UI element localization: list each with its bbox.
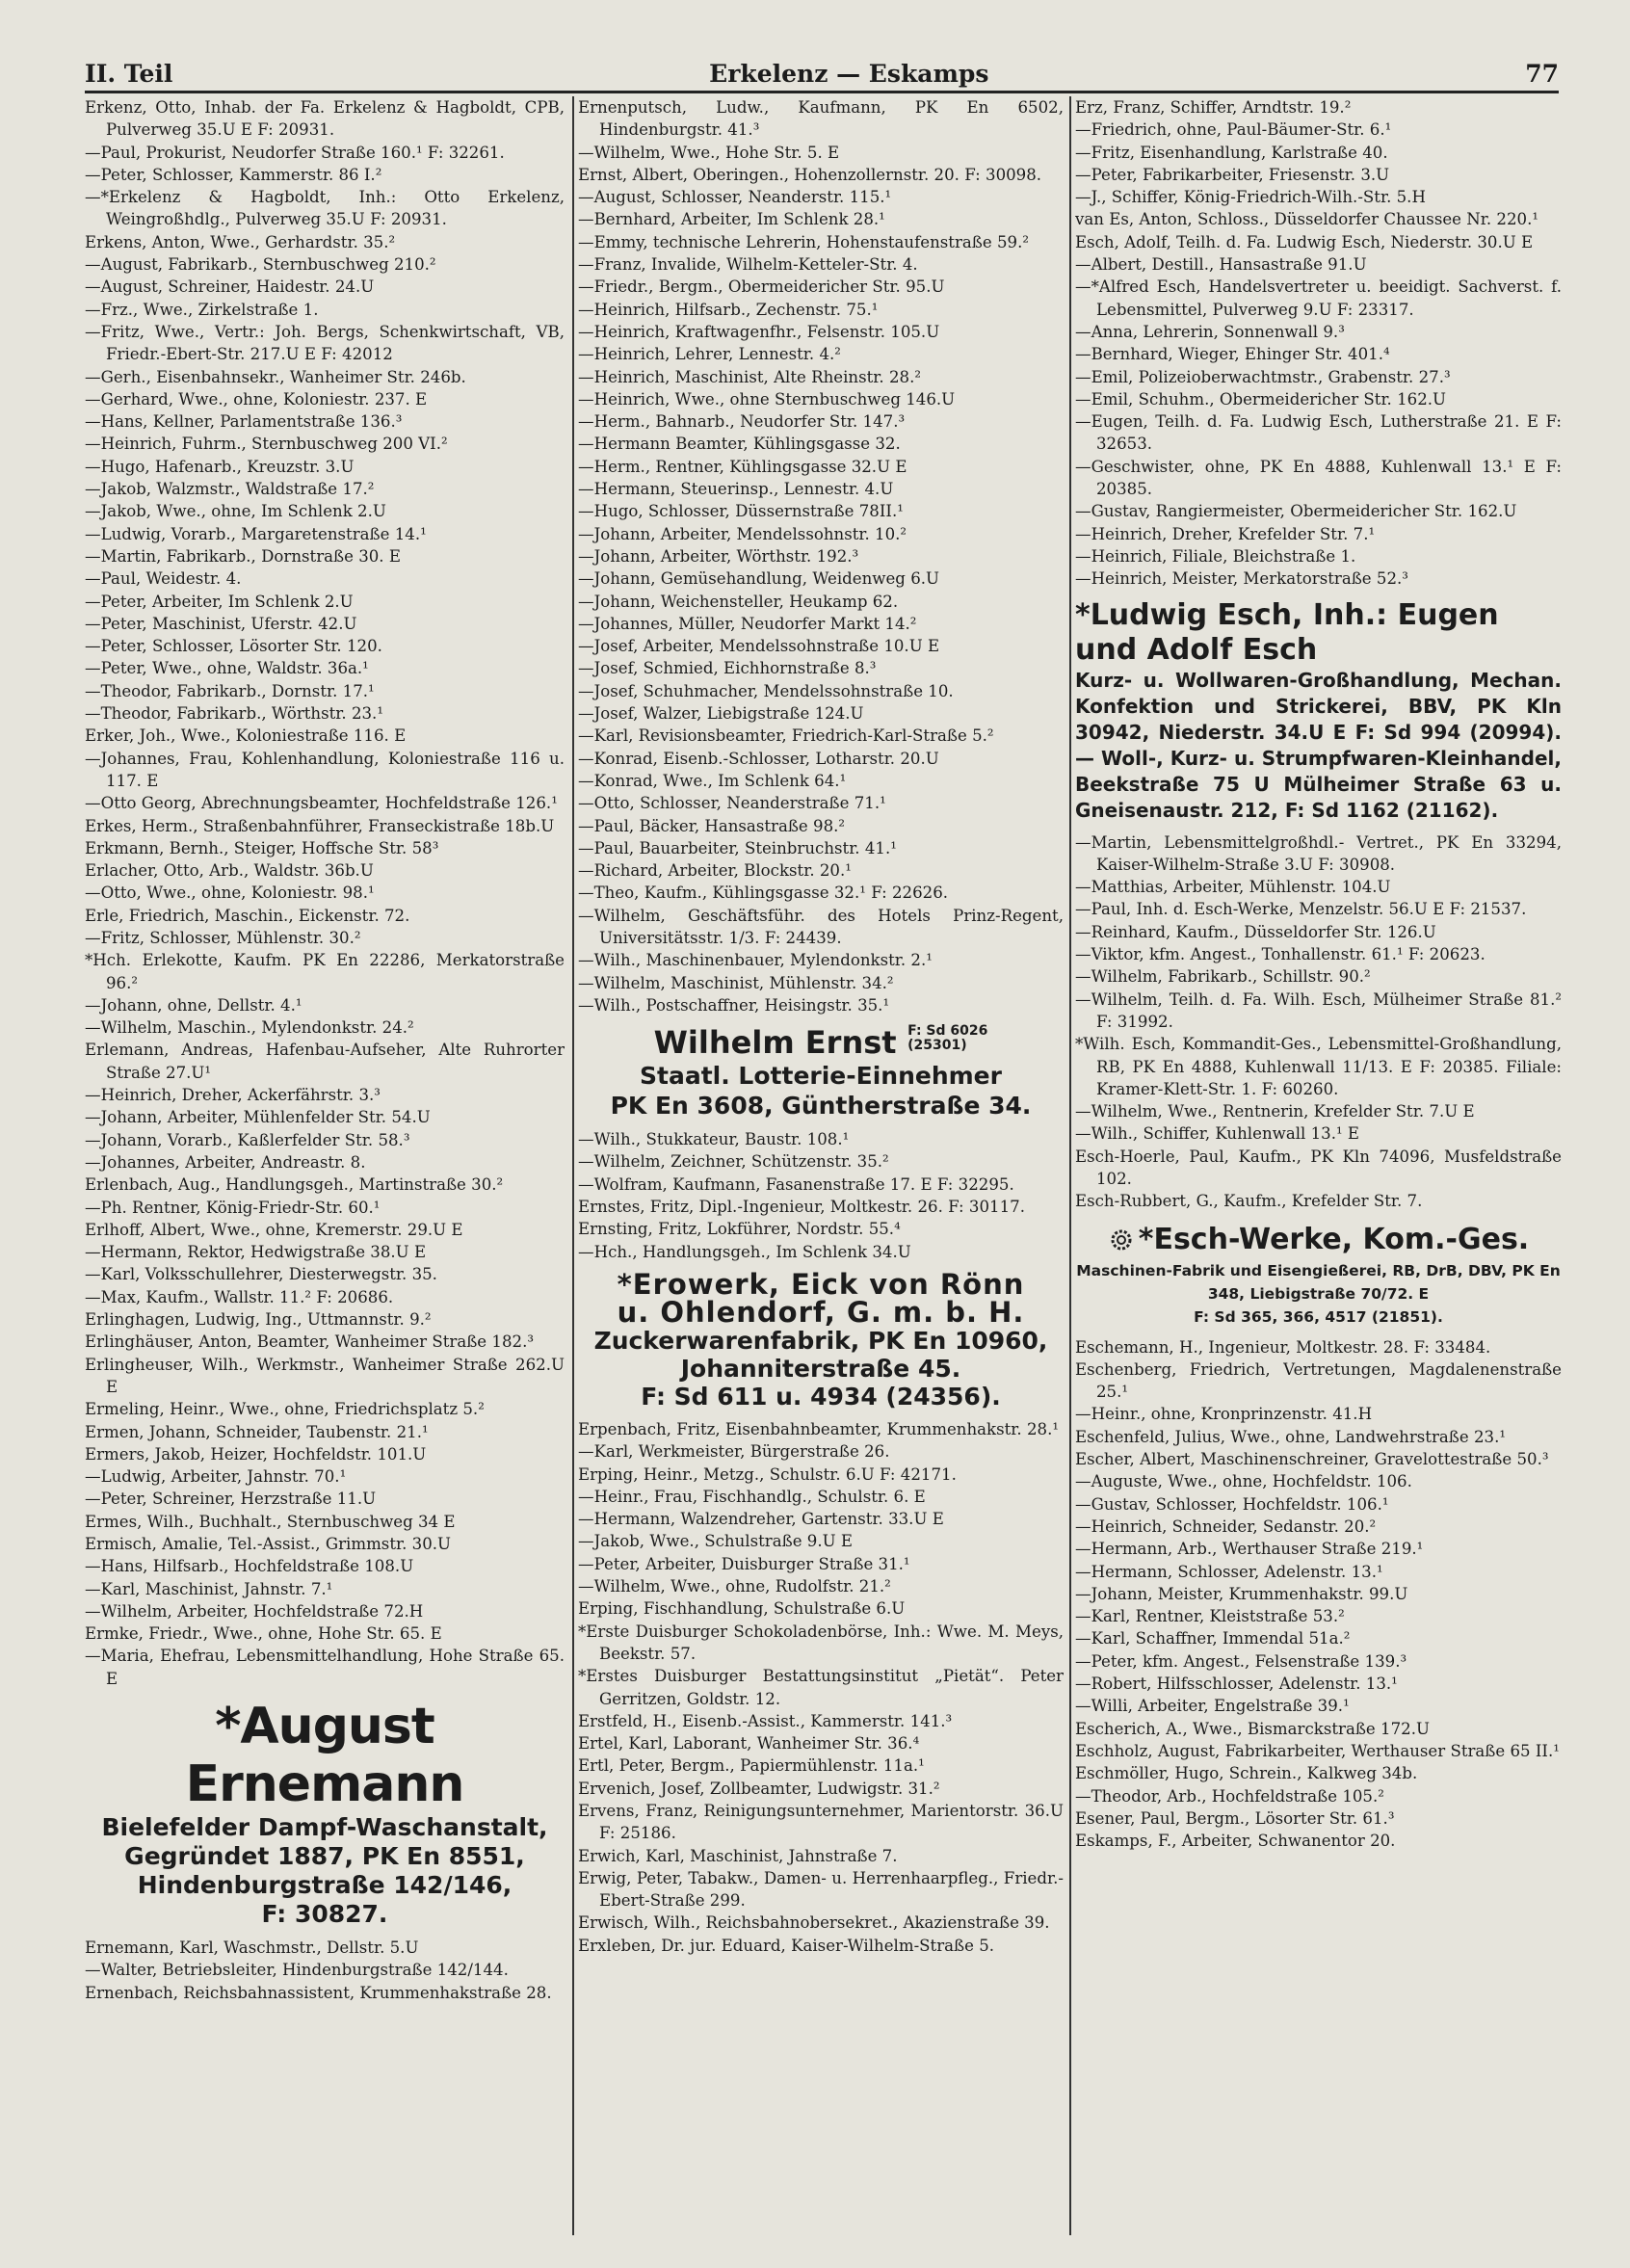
directory-entry: —Heinrich, Kraftwagenfhr., Felsenstr. 105.U: [578, 322, 940, 341]
directory-entry: —Karl, Volksschullehrer, Diesterwegstr. 35.: [85, 1265, 437, 1284]
directory-entry: —Martin, Fabrikarb., Dornstraße 30. E: [85, 546, 401, 566]
directory-entry: Ernsting, Fritz, Lokführer, Nordstr. 55.⁴: [578, 1220, 901, 1239]
directory-entry: —Johann, Weichensteller, Heukamp 62.: [578, 592, 899, 611]
ad-line: Gegründet 1887, PK En 8551,: [124, 1842, 525, 1871]
directory-entry: —Friedr., Bergm., Obermeidericher Str. 95.U: [578, 277, 945, 297]
directory-entry: Ermes, Wilh., Buchhalt., Sternbuschweg 34 E: [85, 1512, 456, 1531]
ad-ernemann: [85, 1698, 565, 1929]
directory-entry: Erlacher, Otto, Arb., Waldstr. 36b.U: [85, 861, 374, 881]
directory-entry: —Wilh., Maschinenbauer, Mylendonkstr. 2.¹: [578, 951, 933, 970]
header-rule: [85, 91, 1559, 93]
ad-line: F: Sd 365, 366, 4517 (21851).: [1194, 1307, 1443, 1326]
ad-title: *Erowerk, Eick von Rönn: [617, 1267, 1025, 1301]
directory-entry: —Hermann, Steuerinsp., Lennestr. 4.U: [578, 480, 894, 499]
directory-entry: Ermke, Friedr., Wwe., ohne, Hohe Str. 65. E: [85, 1624, 442, 1644]
header-section: II. Teil: [85, 59, 173, 88]
directory-entry: —Martin, Lebensmittelgroßhdl.- Vertret., PK En 33294, Kaiser-Wilhelm-Straße 3.U F: 30908.: [1075, 832, 1562, 874]
directory-entry: Eskamps, F., Arbeiter, Schwanentor 20.: [1075, 1832, 1396, 1851]
column-2: [578, 96, 1064, 2235]
directory-entry: —Wilhelm, Fabrikarb., Schillstr. 90.²: [1075, 967, 1371, 987]
ad-phone: [907, 1024, 987, 1053]
directory-entry: —Ludwig, Vorarb., Margaretenstraße 14.¹: [85, 524, 427, 543]
ad-line: Kurz- u. Wollwaren-Großhandlung, Mechan. Konfektion und Strickerei, BBV, PK Kln 30942, Niederstr. 34.U E F: Sd 994 (20994). — Woll-, Kurz- u. Strumpfwaren-Kleinhandel, Beekstraße 75 U Mülheimer Straße 63 u. Gneisenaustr. 212, F: Sd 1162 (21162).: [1075, 668, 1562, 822]
directory-entry: —Johannes, Frau, Kohlenhandlung, Koloniestraße 116 u. 117. E: [85, 749, 565, 790]
directory-entry: Esch, Adolf, Teilh. d. Fa. Ludwig Esch, Niederstr. 30.U E: [1075, 232, 1534, 251]
directory-entry: Erwich, Karl, Maschinist, Jahnstraße 7.: [578, 1846, 898, 1865]
directory-entry: —Peter, Schlosser, Lösorter Str. 120.: [85, 637, 382, 656]
directory-entry: Ertl, Peter, Bergm., Papiermühlenstr. 11a.¹: [578, 1756, 925, 1776]
ad-title: Wilhelm Ernst: [653, 1024, 897, 1062]
directory-entry: —*Alfred Esch, Handelsvertreter u. beeidigt. Sachverst. f. Lebensmittel, Pulverweg 9.U F: 23317.: [1075, 277, 1562, 319]
directory-entry: —Albert, Destill., Hansastraße 91.U: [1075, 255, 1367, 275]
directory-entry: —Johann, Arbeiter, Mühlenfelder Str. 54.U: [85, 1108, 431, 1127]
directory-entry: —Karl, Schaffner, Immendal 51a.²: [1075, 1629, 1351, 1648]
directory-entry: —Richard, Arbeiter, Blockstr. 20.¹: [578, 861, 852, 881]
directory-entry: —Otto Georg, Abrechnungsbeamter, Hochfeldstraße 126.¹: [85, 794, 558, 813]
directory-entry: —Gustav, Rangiermeister, Obermeidericher Str. 162.U: [1075, 502, 1517, 521]
directory-entry: —Wilhelm, Teilh. d. Fa. Wilh. Esch, Mülheimer Straße 81.² F: 31992.: [1075, 989, 1562, 1031]
ad-line: F: Sd 611 u. 4934 (24356).: [641, 1382, 1001, 1411]
directory-entry: *Erste Duisburger Schokoladenbörse, Inh.: Wwe. M. Meys, Beekstr. 57.: [578, 1622, 1064, 1663]
directory-entry: —August, Schlosser, Neanderstr. 115.¹: [578, 188, 892, 207]
directory-entry: —Emil, Schuhm., Obermeidericher Str. 162.U: [1075, 389, 1447, 409]
directory-entry: Erpenbach, Fritz, Eisenbahnbeamter, Krummenhakstr. 28.¹: [578, 1419, 1059, 1438]
directory-entry: —Heinrich, Maschinist, Alte Rheinstr. 28.²: [578, 367, 921, 386]
directory-entry: —Heinrich, Filiale, Bleichstraße 1.: [1075, 546, 1356, 566]
directory-entry: —Paul, Weidestr. 4.: [85, 569, 242, 589]
ad-line: Bielefelder Dampf-Waschanstalt,: [101, 1813, 548, 1842]
ad-phone-2: (25301): [907, 1038, 967, 1054]
directory-entry: —Matthias, Arbeiter, Mühlenstr. 104.U: [1075, 878, 1391, 897]
directory-entry: —Heinrich, Lehrer, Lennestr. 4.²: [578, 345, 841, 364]
directory-entry: Erwig, Peter, Tabakw., Damen- u. Herrenhaarpfleg., Friedr.-Ebert-Straße 299.: [578, 1868, 1064, 1911]
directory-entry: Erlinghäuser, Anton, Beamter, Wanheimer Straße 182.³: [85, 1332, 534, 1352]
ad-title: u. Ohlendorf, G. m. b. H.: [617, 1295, 1025, 1329]
ad-title: *Ludwig Esch, Inh.: Eugen und Adolf Esch: [1075, 597, 1499, 667]
entry-list: [85, 96, 565, 1690]
header-range: Erkelenz — Eskamps: [709, 59, 989, 88]
directory-entry: —Ludwig, Arbeiter, Jahnstr. 70.¹: [85, 1467, 347, 1487]
directory-entry: Erstfeld, H., Eisenb.-Assist., Kammerstr. 141.³: [578, 1711, 953, 1730]
directory-entry: —Anna, Lehrerin, Sonnenwall 9.³: [1075, 322, 1345, 341]
directory-entry: —Eugen, Teilh. d. Fa. Ludwig Esch, Lutherstraße 21. E F: 32653.: [1075, 412, 1562, 454]
ad-ludwig-esch: [1075, 598, 1562, 824]
directory-entry: —Johann, Arbeiter, Mendelssohnstr. 10.²: [578, 524, 907, 543]
directory-entry: —Maria, Ehefrau, Lebensmittelhandlung, Hohe Straße 65. E: [85, 1647, 565, 1688]
directory-entry: Eschenberg, Friedrich, Vertretungen, Magdalenenstraße 25.¹: [1075, 1359, 1562, 1402]
directory-entry: —Hans, Kellner, Parlamentstraße 136.³: [85, 412, 403, 432]
directory-entry: —Gustav, Schlosser, Hochfeldstr. 106.¹: [1075, 1494, 1389, 1514]
entry-list: [578, 1128, 1064, 1263]
directory-entry: —Heinrich, Fuhrm., Sternbuschweg 200 VI.²: [85, 435, 448, 454]
directory-entry: —Johann, Vorarb., Kaßlerfelder Str. 58.³: [85, 1130, 410, 1149]
directory-entry: Eschholz, August, Fabrikarbeiter, Werthauser Straße 65 II.¹: [1075, 1741, 1560, 1760]
directory-entry: Erkmann, Bernh., Steiger, Hoffsche Str. 58³: [85, 838, 439, 857]
directory-entry: *Wilh. Esch, Kommandit-Ges., Lebensmittel-Großhandlung, RB, PK En 4888, Kuhlenwall 11/13. E F: 20385. Filiale: Kramer-Klett-Str. 1. F: 60260.: [1075, 1035, 1562, 1098]
directory-entry: —Hermann Beamter, Kühlingsgasse 32.: [578, 435, 901, 454]
directory-entry: *Erstes Duisburger Bestattungsinstitut „Pietät“. Peter Gerritzen, Goldstr. 12.: [578, 1667, 1064, 1708]
directory-entry: —Konrad, Wwe., Im Schlenk 64.¹: [578, 771, 847, 790]
directory-entry: Erlemann, Andreas, Hafenbau-Aufseher, Alte Ruhrorter Straße 27.U¹: [85, 1041, 565, 1082]
directory-entry: —August, Schreiner, Haidestr. 24.U: [85, 277, 375, 297]
directory-entry: Erping, Heinr., Metzg., Schulstr. 6.U F: 42171.: [578, 1464, 957, 1484]
directory-entry: —Johann, Arbeiter, Wörthstr. 192.³: [578, 546, 859, 566]
directory-entry: —Wilh., Postschaffner, Heisingstr. 35.¹: [578, 995, 890, 1015]
entry-list: [578, 1418, 1064, 1957]
directory-entry: —Wilhelm, Wwe., Rentnerin, Krefelder Str. 7.U E: [1075, 1102, 1475, 1121]
ad-line: Zuckerwarenfabrik, PK En 10960,: [593, 1326, 1048, 1355]
directory-entry: —Jakob, Walzmstr., Waldstraße 17.²: [85, 480, 375, 499]
directory-entry: Erz, Franz, Schiffer, Arndtstr. 19.²: [1075, 98, 1352, 117]
column-divider: [572, 96, 574, 2235]
directory-entry: Erkes, Herm., Straßenbahnführer, Franseckistraße 18b.U: [85, 816, 555, 835]
directory-entry: —Johann, Gemüsehandlung, Weidenweg 6.U: [578, 569, 940, 589]
directory-entry: Ermeling, Heinr., Wwe., ohne, Friedrichsplatz 5.²: [85, 1400, 485, 1419]
directory-entry: Erkenz, Otto, Inhab. der Fa. Erkelenz & Hagboldt, CPB, Pulverweg 35.U E F: 20931.: [85, 98, 565, 140]
directory-entry: —Paul, Bäcker, Hansastraße 98.²: [578, 816, 846, 835]
directory-entry: —Wilhelm, Wwe., ohne, Rudolfstr. 21.²: [578, 1577, 891, 1596]
directory-entry: —Johannes, Arbeiter, Andreastr. 8.: [85, 1152, 366, 1172]
directory-entry: Ervens, Franz, Reinigungsunternehmer, Marientorstr. 36.U F: 25186.: [578, 1802, 1064, 1843]
directory-entry: —Reinhard, Kaufm., Düsseldorfer Str. 126.U: [1075, 922, 1436, 941]
directory-entry: Esener, Paul, Bergm., Lösorter Str. 61.³: [1075, 1808, 1395, 1828]
directory-entry: Erker, Joh., Wwe., Koloniestraße 116. E: [85, 726, 407, 746]
entry-list: [578, 96, 1064, 1016]
directory-entry: —Wilhelm, Maschin., Mylendonkstr. 24.²: [85, 1018, 414, 1038]
directory-entry: —Josef, Walzer, Liebigstraße 124.U: [578, 704, 864, 724]
directory-entry: —Heinr., Frau, Fischhandlg., Schulstr. 6. E: [578, 1487, 926, 1506]
directory-entry: Erxleben, Dr. jur. Eduard, Kaiser-Wilhelm-Straße 5.: [578, 1936, 995, 1955]
directory-entry: —Hugo, Hafenarb., Kreuzstr. 3.U: [85, 457, 355, 476]
directory-entry: Esch-Rubbert, G., Kaufm., Krefelder Str. 7.: [1075, 1192, 1423, 1211]
directory-entry: —J., Schiffer, König-Friedrich-Wilh.-Str. 5.H: [1075, 188, 1426, 207]
directory-entry: —Hermann, Arb., Werthauser Straße 219.¹: [1075, 1540, 1424, 1559]
directory-entry: —Johann, Meister, Krummenhakstr. 99.U: [1075, 1584, 1408, 1603]
directory-entry: —Wilhelm, Geschäftsführ. des Hotels Prinz-Regent, Universitätsstr. 1/3. F: 24439.: [578, 906, 1064, 947]
directory-entry: Eschmöller, Hugo, Schrein., Kalkweg 34b.: [1075, 1764, 1418, 1783]
ad-title: *Esch-Werke, Kom.-Ges.: [1138, 1222, 1530, 1256]
directory-entry: —Hugo, Schlosser, Düssernstraße 78II.¹: [578, 502, 904, 521]
directory-entry: —Willi, Arbeiter, Engelstraße 39.¹: [1075, 1697, 1350, 1716]
column-1: [85, 96, 565, 2235]
directory-entry: Erle, Friedrich, Maschin., Eickenstr. 72.: [85, 906, 410, 925]
ad-esch-werke: [1075, 1221, 1562, 1329]
directory-entry: —Theodor, Arb., Hochfeldstraße 105.²: [1075, 1786, 1384, 1806]
directory-entry: Erping, Fischhandlung, Schulstraße 6.U: [578, 1599, 906, 1619]
directory-entry: Ermers, Jakob, Heizer, Hochfeldstr. 101.U: [85, 1444, 427, 1464]
directory-entry: —Peter, Wwe., ohne, Waldstr. 36a.¹: [85, 659, 369, 678]
page-header: [85, 56, 1559, 91]
directory-entry: —*Erkelenz & Hagboldt, Inh.: Otto Erkelenz, Weingroßhdlg., Pulverweg 35.U F: 20931.: [85, 188, 565, 229]
gear-icon: [1108, 1226, 1135, 1253]
directory-entry: *Hch. Erlekotte, Kaufm. PK En 22286, Merkatorstraße 96.²: [85, 951, 565, 992]
directory-entry: —Theodor, Fabrikarb., Wörthstr. 23.¹: [85, 704, 383, 724]
directory-entry: —Gerhard, Wwe., ohne, Koloniestr. 237. E: [85, 389, 428, 409]
ad-line: Staatl. Lotterie-Einnehmer: [640, 1062, 1002, 1091]
directory-entry: —Hans, Hilfsarb., Hochfeldstraße 108.U: [85, 1557, 414, 1576]
directory-entry: —Friedrich, ohne, Paul-Bäumer-Str. 6.¹: [1075, 120, 1392, 140]
ad-line: F: 30827.: [261, 1900, 388, 1929]
directory-entry: —Jakob, Wwe., Schulstraße 9.U E: [578, 1532, 853, 1551]
ad-line: Maschinen-Fabrik und Eisengießerei, RB, DrB, DBV, PK En 348, Liebigstraße 70/72. E: [1076, 1261, 1561, 1303]
ad-title: *August Ernemann: [185, 1698, 464, 1814]
directory-entry: Ernemann, Karl, Waschmstr., Dellstr. 5.U: [85, 1938, 419, 1958]
directory-entry: Ervenich, Josef, Zollbeamter, Ludwigstr. 31.²: [578, 1779, 940, 1798]
directory-entry: —Wilh., Schiffer, Kuhlenwall 13.¹ E: [1075, 1124, 1360, 1144]
directory-entry: —Heinrich, Dreher, Ackerfährstr. 3.³: [85, 1086, 381, 1105]
directory-entry: Escher, Albert, Maschinenschreiner, Gravelottestraße 50.³: [1075, 1450, 1549, 1469]
directory-entry: —Wilhelm, Wwe., Hohe Str. 5. E: [578, 143, 840, 162]
ad-ernst: [578, 1024, 1064, 1121]
column-divider: [1069, 96, 1071, 2235]
directory-entry: Ermen, Johann, Schneider, Taubenstr. 21.¹: [85, 1422, 429, 1441]
directory-entry: —Hermann, Schlosser, Adelenstr. 13.¹: [1075, 1562, 1383, 1581]
column-3: [1075, 96, 1562, 2235]
directory-entry: —Karl, Rentner, Kleiststraße 53.²: [1075, 1607, 1345, 1626]
directory-entry: —Karl, Werkmeister, Bürgerstraße 26.: [578, 1442, 890, 1462]
directory-entry: —Johann, ohne, Dellstr. 4.¹: [85, 995, 302, 1015]
directory-entry: —Fritz, Wwe., Vertr.: Joh. Bergs, Schenkwirtschaft, VB, Friedr.-Ebert-Str. 217.U E F: 42012: [85, 322, 565, 364]
directory-entry: —Heinrich, Schneider, Sedanstr. 20.²: [1075, 1516, 1377, 1536]
directory-entry: Erwisch, Wilh., Reichsbahnobersekret., Akazienstraße 39.: [578, 1913, 1050, 1933]
directory-entry: van Es, Anton, Schloss., Düsseldorfer Chaussee Nr. 220.¹: [1075, 210, 1539, 229]
ad-erowerk: [578, 1267, 1064, 1411]
directory-entry: Erlenbach, Aug., Handlungsgeh., Martinstraße 30.²: [85, 1175, 504, 1195]
ad-line: Johanniterstraße 45.: [680, 1354, 961, 1383]
directory-entry: —Emmy, technische Lehrerin, Hohenstaufenstraße 59.²: [578, 232, 1030, 251]
ad-line: Hindenburgstraße 142/146,: [137, 1871, 513, 1900]
directory-entry: —Hermann, Walzendreher, Gartenstr. 33.U E: [578, 1510, 944, 1529]
directory-entry: Ernst, Albert, Oberingen., Hohenzollernstr. 20. F: 30098.: [578, 165, 1042, 184]
directory-entry: Erlhoff, Albert, Wwe., ohne, Kremerstr. 29.U E: [85, 1220, 463, 1239]
directory-entry: —Heinr., ohne, Kronprinzenstr. 41.H: [1075, 1405, 1373, 1424]
directory-entry: —Josef, Arbeiter, Mendelssohnstraße 10.U E: [578, 637, 940, 656]
directory-entry: —Johannes, Müller, Neudorfer Markt 14.²: [578, 614, 917, 633]
directory-entry: —Peter, Fabrikarbeiter, Friesenstr. 3.U: [1075, 165, 1390, 184]
directory-entry: —Josef, Schuhmacher, Mendelssohnstraße 10.: [578, 681, 954, 700]
directory-entry: —Wilhelm, Arbeiter, Hochfeldstraße 72.H: [85, 1601, 424, 1621]
directory-entry: —Theo, Kaufm., Kühlingsgasse 32.¹ F: 22626.: [578, 883, 949, 903]
directory-entry: —Konrad, Eisenb.-Schlosser, Lotharstr. 20.U: [578, 749, 939, 768]
directory-entry: —Wolfram, Kaufmann, Fasanenstraße 17. E F: 32295.: [578, 1174, 1014, 1194]
directory-entry: —Heinrich, Hilfsarb., Zechenstr. 75.¹: [578, 300, 879, 319]
directory-entry: —Fritz, Schlosser, Mühlenstr. 30.²: [85, 928, 361, 947]
directory-entry: —Wilhelm, Zeichner, Schützenstr. 35.²: [578, 1152, 889, 1172]
directory-entry: —Paul, Prokurist, Neudorfer Straße 160.¹ F: 32261.: [85, 143, 505, 162]
directory-entry: Ernenbach, Reichsbahnassistent, Krummenhakstraße 28.: [85, 1983, 552, 2002]
directory-entry: —Hch., Handlungsgeh., Im Schlenk 34.U: [578, 1242, 911, 1261]
entry-list: [1075, 96, 1562, 591]
directory-entry: —Jakob, Wwe., ohne, Im Schlenk 2.U: [85, 502, 386, 521]
directory-entry: —Auguste, Wwe., ohne, Hochfeldstr. 106.: [1075, 1472, 1412, 1491]
directory-entry: Ermisch, Amalie, Tel.-Assist., Grimmstr. 30.U: [85, 1535, 452, 1553]
directory-entry: —Wilhelm, Maschinist, Mühlenstr. 34.²: [578, 973, 894, 992]
directory-entry: Escherich, A., Wwe., Bismarckstraße 172.U: [1075, 1719, 1430, 1738]
directory-entry: —Emil, Polizeioberwachtmstr., Grabenstr. 27.³: [1075, 367, 1451, 386]
directory-entry: —Franz, Invalide, Wilhelm-Ketteler-Str. 4.: [578, 255, 918, 275]
directory-entry: —Walter, Betriebsleiter, Hindenburgstraße 142/144.: [85, 1961, 509, 1980]
directory-entry: —Bernhard, Wieger, Ehinger Str. 401.⁴: [1075, 345, 1390, 364]
directory-entry: —Peter, Maschinist, Uferstr. 42.U: [85, 614, 357, 633]
directory-entry: —Hermann, Rektor, Hedwigstraße 38.U E: [85, 1243, 427, 1262]
directory-entry: —Karl, Maschinist, Jahnstr. 7.¹: [85, 1579, 333, 1598]
directory-entry: —Wilh., Stukkateur, Baustr. 108.¹: [578, 1130, 850, 1149]
directory-entry: —Gerh., Eisenbahnsekr., Wanheimer Str. 246b.: [85, 367, 466, 386]
directory-entry: —Peter, Arbeiter, Im Schlenk 2.U: [85, 592, 354, 611]
directory-entry: —Herm., Rentner, Kühlingsgasse 32.U E: [578, 457, 907, 476]
directory-entry: Ertel, Karl, Laborant, Wanheimer Str. 36.⁴: [578, 1734, 920, 1754]
directory-entry: —Josef, Schmied, Eichhornstraße 8.³: [578, 659, 877, 678]
directory-entry: —Heinrich, Wwe., ohne Sternbuschweg 146.U: [578, 389, 956, 409]
directory-entry: —Ph. Rentner, König-Friedr-Str. 60.¹: [85, 1198, 381, 1217]
directory-entry: —Karl, Revisionsbeamter, Friedrich-Karl-Straße 5.²: [578, 726, 994, 746]
directory-entry: —Viktor, kfm. Angest., Tonhallenstr. 61.¹ F: 20623.: [1075, 945, 1485, 964]
directory-entry: —Herm., Bahnarb., Neudorfer Str. 147.³: [578, 412, 906, 432]
directory-entry: —Paul, Bauarbeiter, Steinbruchstr. 41.¹: [578, 838, 897, 857]
directory-entry: Eschemann, H., Ingenieur, Moltkestr. 28. F: 33484.: [1075, 1337, 1491, 1357]
directory-entry: Erkens, Anton, Wwe., Gerhardstr. 35.²: [85, 232, 396, 251]
directory-entry: —Otto, Wwe., ohne, Koloniestr. 98.¹: [85, 883, 375, 903]
ad-phone-1: F: Sd 6026: [907, 1023, 988, 1040]
directory-entry: —Max, Kaufm., Wallstr. 11.² F: 20686.: [85, 1287, 394, 1306]
directory-entry: —Peter, Schlosser, Kammerstr. 86 I.²: [85, 165, 382, 184]
page-number: 77: [1525, 59, 1559, 88]
directory-entry: —Peter, Schreiner, Herzstraße 11.U: [85, 1490, 377, 1509]
directory-entry: —Theodor, Fabrikarb., Dornstr. 17.¹: [85, 681, 375, 700]
entry-list: [1075, 831, 1562, 1213]
directory-entry: —Paul, Inh. d. Esch-Werke, Menzelstr. 56.U E F: 21537.: [1075, 900, 1527, 919]
directory-entry: —Bernhard, Arbeiter, Im Schlenk 28.¹: [578, 210, 885, 229]
entry-list: [1075, 1336, 1562, 1853]
directory-entry: —Peter, Arbeiter, Duisburger Straße 31.¹: [578, 1554, 910, 1573]
directory-entry: Erlinghagen, Ludwig, Ing., Uttmannstr. 9.²: [85, 1310, 432, 1330]
directory-entry: —Peter, kfm. Angest., Felsenstraße 139.³: [1075, 1651, 1407, 1671]
directory-entry: —Otto, Schlosser, Neanderstraße 71.¹: [578, 794, 886, 813]
directory-entry: —Frz., Wwe., Zirkelstraße 1.: [85, 300, 319, 319]
directory-entry: —Heinrich, Dreher, Krefelder Str. 7.¹: [1075, 524, 1376, 543]
directory-entry: Ernenputsch, Ludw., Kaufmann, PK En 6502, Hindenburgstr. 41.³: [578, 98, 1064, 140]
directory-entry: —Robert, Hilfsschlosser, Adelenstr. 13.¹: [1075, 1675, 1398, 1694]
directory-entry: —Geschwister, ohne, PK En 4888, Kuhlenwall 13.¹ E F: 20385.: [1075, 457, 1562, 499]
entry-list: [85, 1937, 565, 2004]
directory-entry: Eschenfeld, Julius, Wwe., ohne, Landwehrstraße 23.¹: [1075, 1427, 1506, 1446]
ad-line: PK En 3608, Güntherstraße 34.: [610, 1092, 1032, 1121]
directory-entry: —August, Fabrikarb., Sternbuschweg 210.²: [85, 255, 436, 275]
directory-entry: Ernstes, Fritz, Dipl.-Ingenieur, Moltkestr. 26. F: 30117.: [578, 1198, 1025, 1217]
directory-entry: Erlingheuser, Wilh., Werkmstr., Wanheimer Straße 262.U E: [85, 1355, 565, 1396]
directory-entry: Esch-Hoerle, Paul, Kaufm., PK Kln 74096, Musfeldstraße 102.: [1075, 1147, 1562, 1188]
directory-entry: —Heinrich, Meister, Merkatorstraße 52.³: [1075, 569, 1408, 589]
directory-entry: —Fritz, Eisenhandlung, Karlstraße 40.: [1075, 143, 1388, 162]
